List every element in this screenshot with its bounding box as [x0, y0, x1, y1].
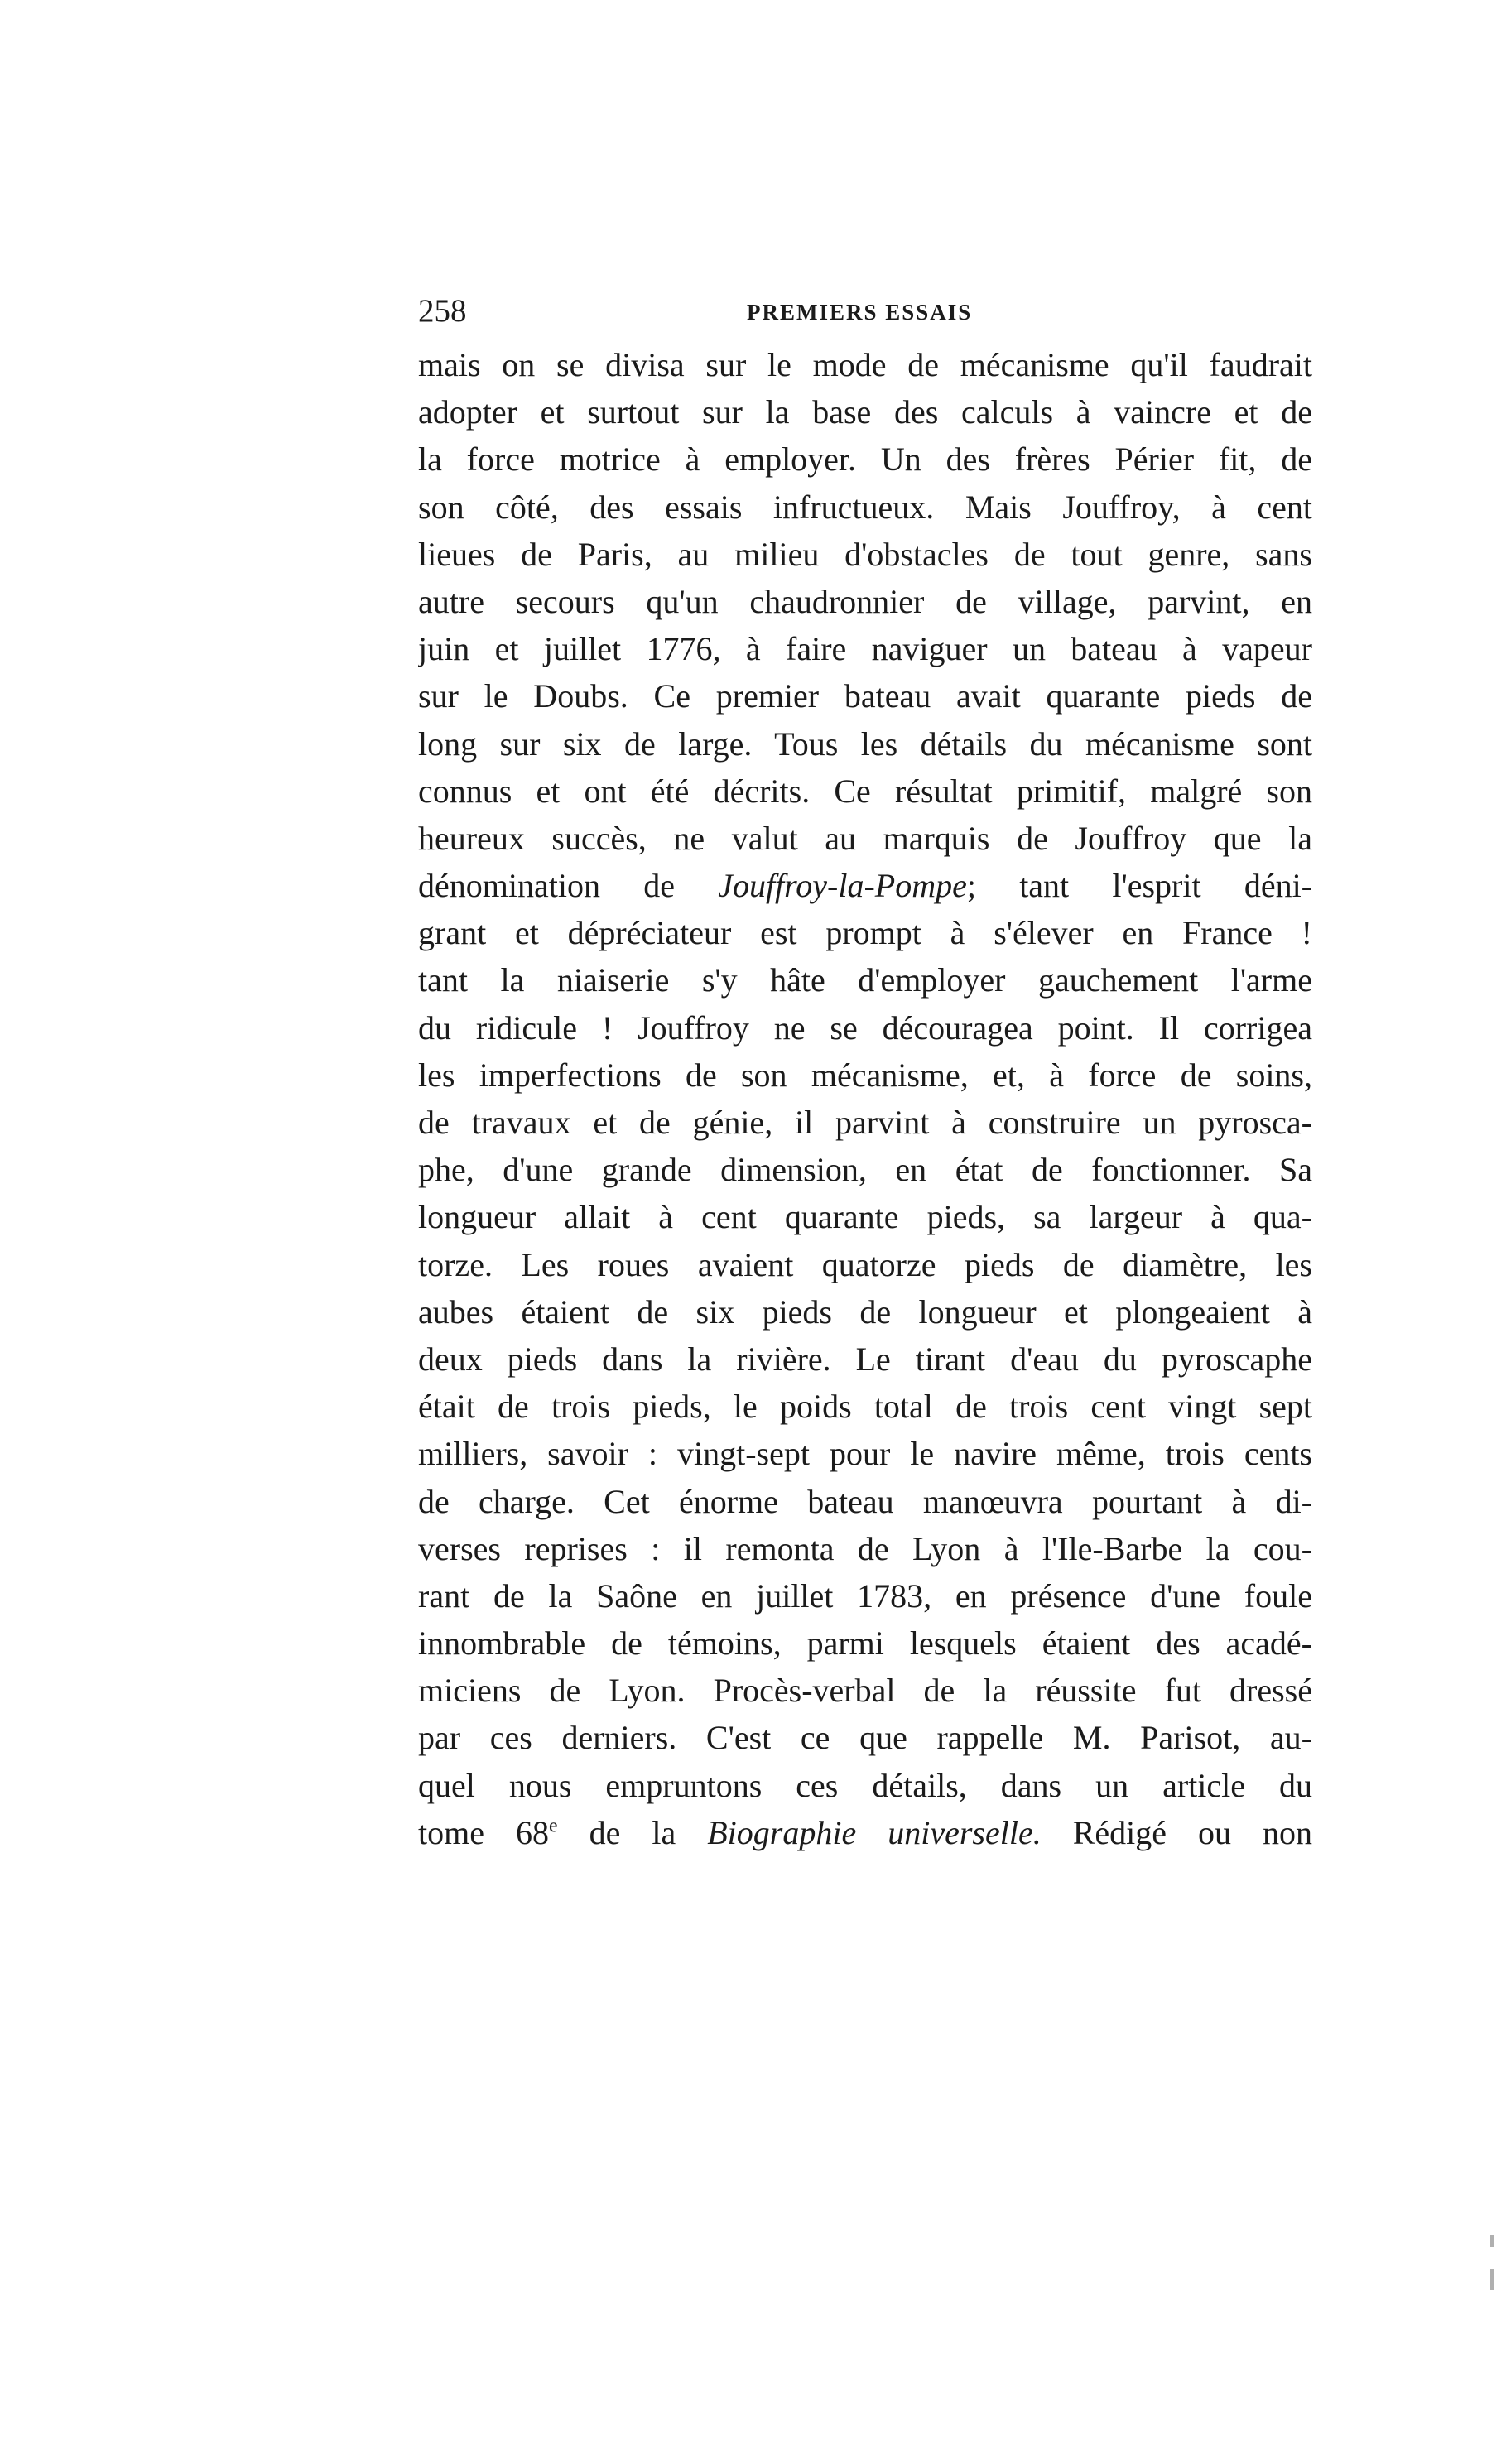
text-line: tant la niaiserie s'y hâte d'employer gauchement l'arme — [418, 961, 1312, 999]
text-line: adopter et surtout sur la base des calculs à vaincre et de — [418, 393, 1312, 431]
italic-nickname: Jouffroy-la-Pompe — [718, 867, 967, 905]
text-line: connus et ont été décrits. Ce résultat primitif, malgré son — [418, 772, 1312, 810]
text-line: heureux succès, ne valut au marquis de Jouffroy que la — [418, 819, 1312, 857]
line-text-before: dénomination de — [418, 867, 675, 905]
text-line: quel nous empruntons ces détails, dans un article du — [418, 1766, 1312, 1804]
superscript: e — [548, 1815, 558, 1837]
text-line: aubes étaient de six pieds de longueur et plongeaient à — [418, 1292, 1312, 1331]
page-header — [418, 286, 1312, 336]
text-line: autre secours qu'un chaudronnier de village, parvint, en — [418, 582, 1312, 620]
text-line: milliers, savoir : vingt-sept pour le navire même, trois cents — [418, 1435, 1312, 1473]
line-text-before: tome 68 — [418, 1813, 549, 1851]
text-line: deux pieds dans la rivière. Le tirant d'eau du pyroscaphe — [418, 1340, 1312, 1378]
body-text — [418, 341, 1312, 1856]
text-line-italic-name — [418, 862, 1312, 909]
text-line: de travaux et de génie, il parvint à construire un pyrosca- — [418, 1104, 1312, 1141]
text-line: juin et juillet 1776, à faire naviguer un bateau à vapeur — [418, 630, 1312, 668]
text-line: torze. Les roues avaient quatorze pieds de diamètre, les — [418, 1245, 1312, 1283]
running-title: PREMIERS ESSAIS — [747, 300, 973, 325]
text-line: de charge. Cet énorme bateau manœuvra pourtant à di- — [418, 1482, 1312, 1520]
line-text-after: Rédigé ou non — [1041, 1813, 1312, 1851]
text-line: rant de la Saône en juillet 1783, en présence d'une foule — [418, 1576, 1312, 1615]
line-text-mid: de la — [557, 1813, 708, 1851]
scan-mark — [1490, 2269, 1494, 2290]
text-line: miciens de Lyon. Procès-verbal de la réussite fut dressé — [418, 1672, 1312, 1710]
text-line: verses reprises : il remonta de Lyon à l'Ile-Barbe la cou- — [418, 1529, 1312, 1567]
text-line: par ces derniers. C'est ce que rappelle M. Parisot, au- — [418, 1719, 1312, 1757]
text-line: lieues de Paris, au milieu d'obstacles de tout genre, sans — [418, 535, 1312, 573]
text-line: son côté, des essais infructueux. Mais Jouffroy, à cent — [418, 488, 1312, 526]
text-line: du ridicule ! Jouffroy ne se découragea point. Il corrigea — [418, 1008, 1312, 1047]
text-line: la force motrice à employer. Un des frères Périer fit, de — [418, 440, 1312, 479]
text-line: long sur six de large. Tous les détails du mécanisme sont — [418, 724, 1312, 763]
text-line: innombrable de témoins, parmi lesquels étaient des acadé- — [418, 1624, 1312, 1663]
scan-mark — [1490, 2235, 1494, 2247]
text-line: sur le Doubs. Ce premier bateau avait quarante pieds de — [418, 677, 1312, 715]
text-line: phe, d'une grande dimension, en état de fonctionner. Sa — [418, 1151, 1312, 1189]
text-line: les imperfections de son mécanisme, et, à force de soins, — [418, 1056, 1312, 1094]
line-text-after: ; tant l'esprit déni- — [966, 867, 1312, 905]
text-line: mais on se divisa sur le mode de mécanisme qu'il faudrait — [418, 346, 1312, 383]
text-line: longueur allait à cent quarante pieds, sa largeur à qua- — [418, 1198, 1312, 1236]
page-number: 258 — [418, 293, 467, 329]
text-line: était de trois pieds, le poids total de trois cent vingt sept — [418, 1388, 1312, 1426]
italic-work-title: Biographie universelle. — [707, 1813, 1042, 1851]
text-line: grant et dépréciateur est prompt à s'élever en France ! — [418, 914, 1312, 952]
text-line-italic-title — [418, 1809, 1312, 1856]
